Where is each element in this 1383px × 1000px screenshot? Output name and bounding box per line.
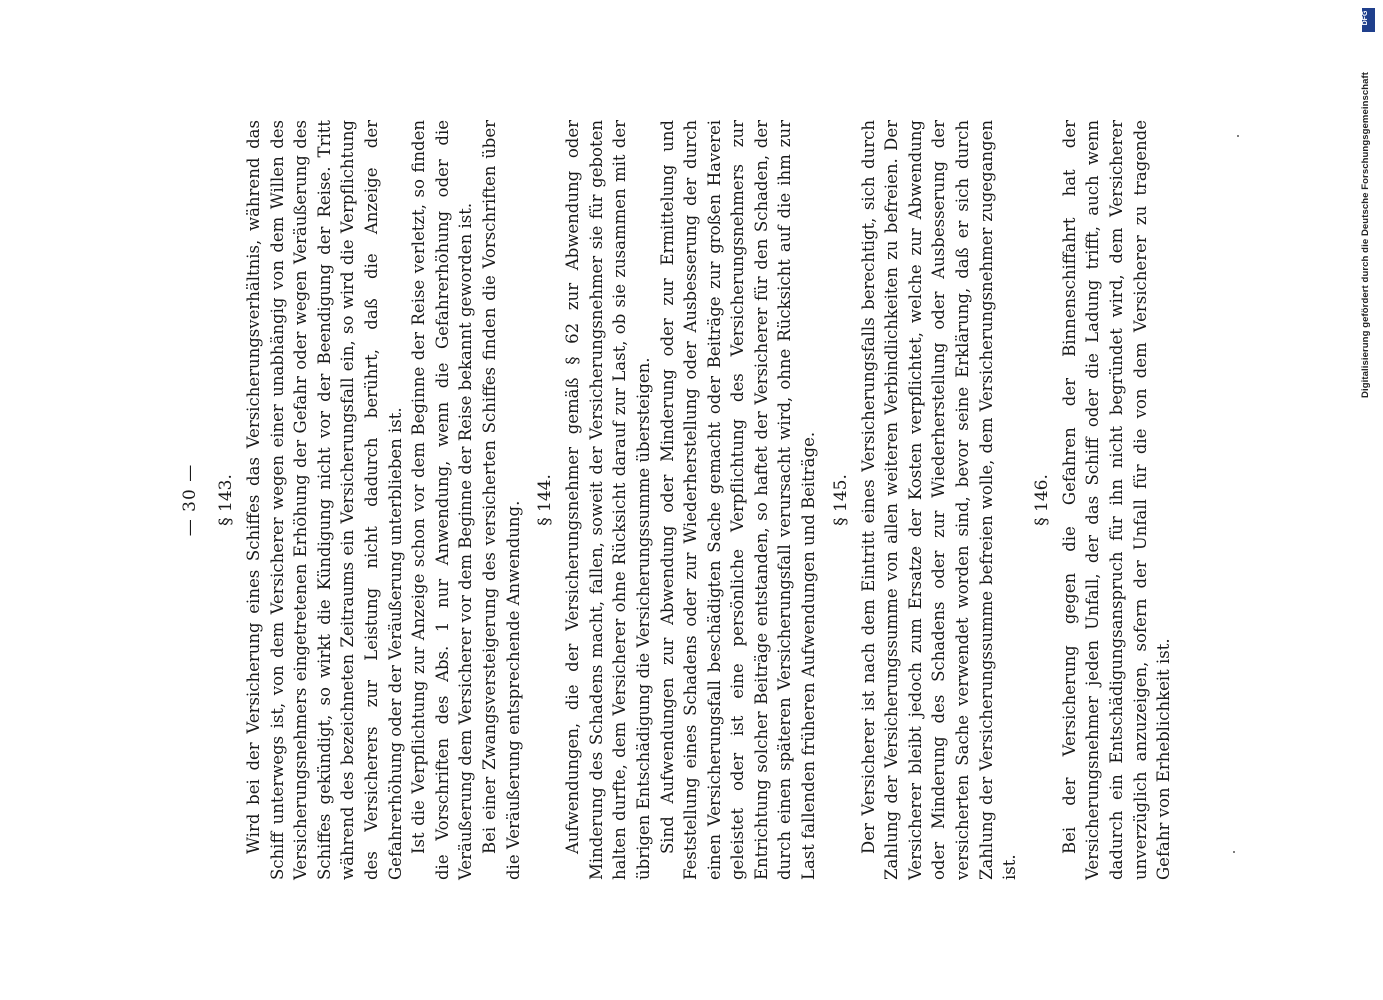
document-page [180, 120, 1290, 880]
paragraph: Bei einer Zwangsversteigerung des versicherten Schiffes finden die Vorschriften über die Veräußerung entsprechende Anwendung. [479, 120, 523, 880]
section-144 [535, 120, 821, 880]
paragraph: Der Versicherer ist nach dem Eintritt eines Versicherungsfalls berechtigt, sich durch Zahlung der Versicherungssumme von allen weiteren Verbindlichkeiten zu befreien. Der Versicherer bleibt jedoch zum Ersatze der Kosten verpflichtet, welche zur Abwendung oder Minderung des Schadens oder zur Wiederherstellung oder Ausbesserung der versicherten Sache verwendet worden sind, bevor seine Erklärung, daß er sich durch Zahlung der Versicherungssumme befreien wolle, dem Versicherungsnehmer zugegangen ist. [858, 120, 1020, 880]
dfg-logo-text: DFG [1362, 10, 1369, 26]
section-heading: § 145. [830, 474, 851, 526]
paragraph: Ist die Verpflichtung zur Anzeige schon vor dem Beginne der Reise verletzt, so finden die Vorschriften des Abs. 1 nur Anwendung, wenn die Gefahrerhöhung oder die Veräußerung dem Versicherer vor dem Beginne der Reise bekannt geworden ist. [409, 120, 476, 880]
section-145 [831, 120, 1022, 880]
section-heading: § 144. [535, 474, 556, 526]
paragraph: Wird bei der Versicherung eines Schiffes das Versicherungsverhältnis, während das Schiff unterwegs ist, von dem Versicherer wegen einer unabhängig von dem Willen des Versicherungsnehmers eingetretenen Erhöhung der Gefahr oder wegen Veräußerung des Schiffes gekündigt, so wirkt die Kündigung nicht vor der Beendigung der Reise. Tritt während des bezeichneten Zeitraums ein Versicherungsfall ein, so wird die Verpflichtung des Versicherers zur Leistung nicht dadurch berührt, daß die Anzeige der Gefahrerhöhung oder der Veräußerung unterblieben ist. [244, 120, 405, 880]
section-heading: § 146. [1031, 474, 1052, 526]
scan-speck [1237, 135, 1239, 137]
paragraph: Bei der Versicherung gegen die Gefahren der Binnenschiffahrt hat der Versicherungsnehmer jeden Unfall, der das Schiff oder die Ladung trifft, auch wenn dadurch ein Entschädigungsanspruch für ihn nicht begründet wird, dem Versicherer unverzüglich anzuzeigen, sofern der Unfall für die von dem Versicherer zu tragende Gefahr von Erheblichkeit ist. [1059, 120, 1174, 880]
credit-text: Digitalisierung gefördert durch die Deutsche Forschungsgemeinschaft [1360, 71, 1371, 398]
section-146 [1032, 120, 1176, 880]
section-heading: § 143. [216, 474, 236, 526]
paragraph: Aufwendungen, die der Versicherungsnehmer gemäß § 62 zur Abwendung oder Minderung des Schadens macht, fallen, soweit der Versicherungsnehmer sie für geboten halten durfte, dem Versicherer ohne Rücksicht darauf zur Last, ob sie zusammen mit der übrigen Entschädigung die Versicherungssumme übersteigen. [563, 120, 653, 880]
page-number: — 30 — [180, 463, 200, 537]
paragraph: Sind Aufwendungen zur Abwendung oder Minderung oder zur Ermittelung und Feststellung eines Schadens oder zur Wiederherstellung oder Ausbesserung der durch einen Versicherungsfall beschädigten Sache gemacht oder Beiträge zur großen Haverei geleistet oder ist eine persönliche Verpflichtung des Versicherungsnehmers zur Entrichtung solcher Beiträge entstanden, so haftet der Versicherer für den Schaden, der durch einen späteren Versicherungsfall verursacht wird, ohne Rücksicht auf die ihm zur Last fallenden früheren Aufwendungen und Beiträge. [657, 120, 819, 880]
digitization-credit [1360, 8, 1378, 398]
section-143 [216, 120, 525, 880]
scan-speck [1233, 851, 1235, 853]
